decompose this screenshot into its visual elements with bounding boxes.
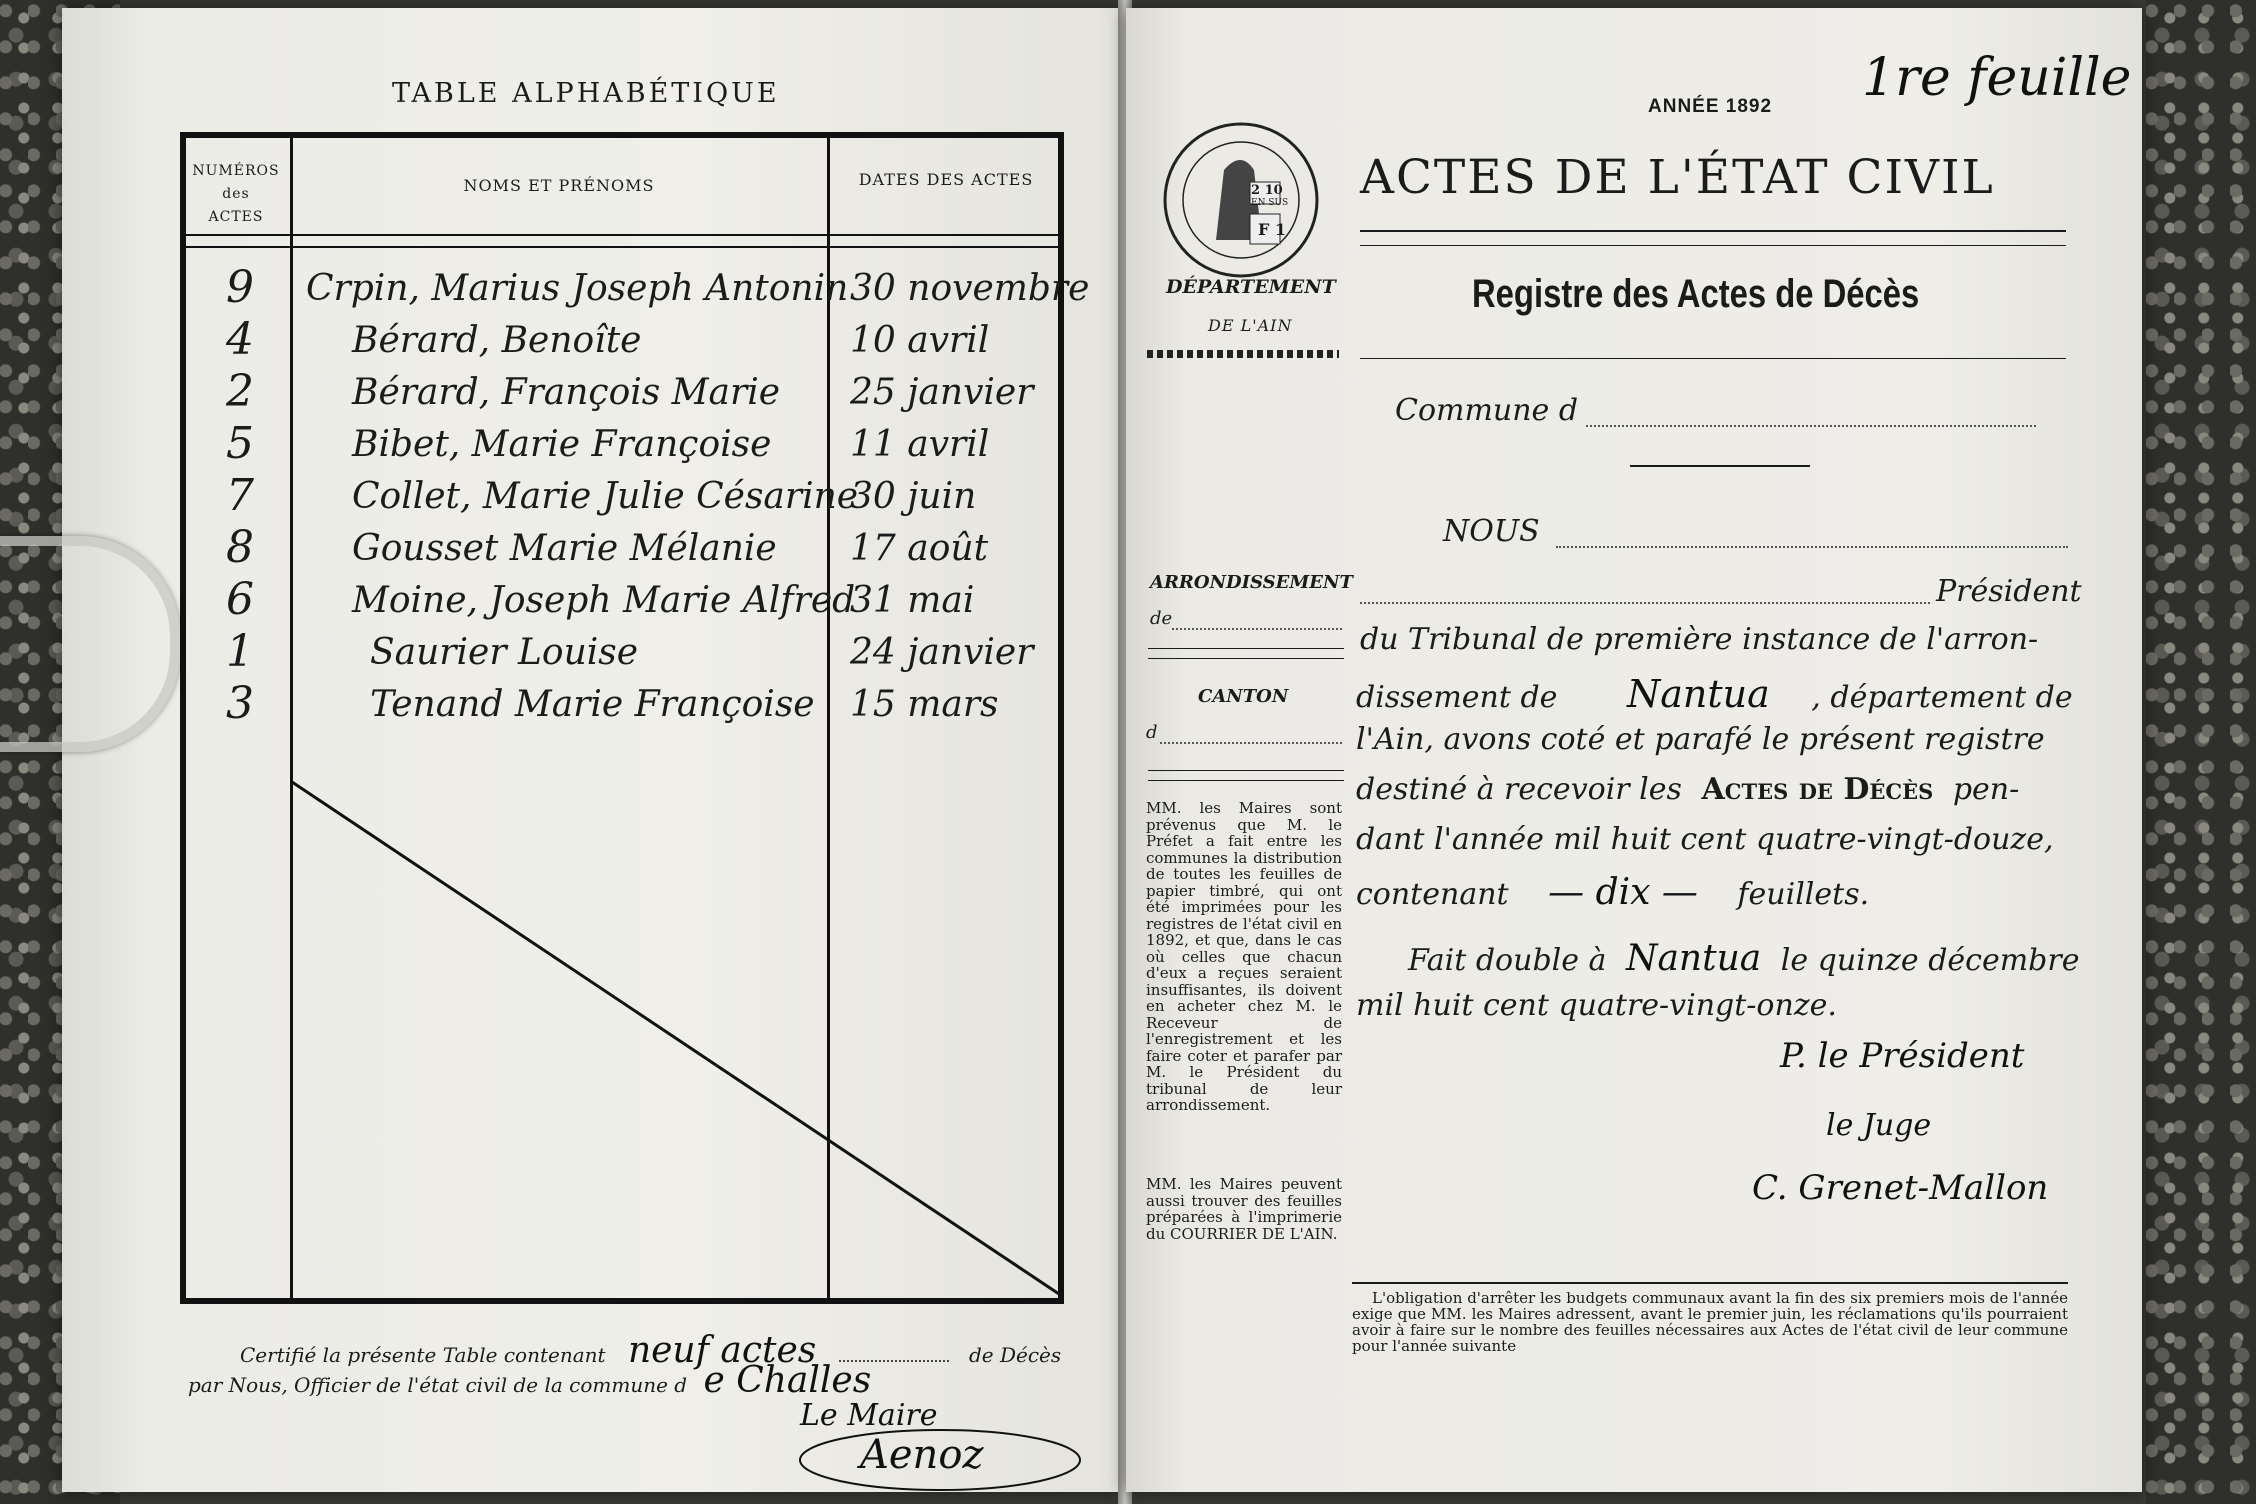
entry-date: 10 avril — [850, 320, 990, 361]
entry-name: Crpin, Marius Joseph Antonin — [306, 268, 849, 309]
place-handwritten: Nantua — [1625, 938, 1762, 979]
table-title: TABLE ALPHABÉTIQUE — [392, 78, 780, 109]
commune-label: Commune d — [1395, 393, 1579, 428]
text-line-8 — [1408, 938, 2079, 979]
text-line-5-a: destiné à recevoir les — [1356, 772, 1682, 807]
entry-date: 11 avril — [850, 424, 990, 465]
commune-name-handwritten: e Challes — [703, 1360, 872, 1401]
mayor-title-handwritten: Le Maire — [800, 1398, 938, 1433]
entry-date: 24 janvier — [850, 632, 1034, 673]
nous-field[interactable] — [1556, 546, 2068, 548]
canton-field[interactable] — [1160, 742, 1342, 744]
binder-clip — [0, 536, 180, 752]
col-header-numeros-line3: ACTES — [208, 209, 264, 225]
entry-date: 17 août — [850, 528, 989, 569]
arrondissement-de: de — [1150, 608, 1173, 629]
text-line-3-a: dissement de — [1356, 680, 1558, 715]
register-subheading: Registre des Actes de Décès — [1472, 272, 1920, 316]
text-line-6: dant l'année mil huit cent quatre-vingt-douze, — [1356, 822, 2054, 857]
canton-rule-1 — [1148, 770, 1344, 771]
entry-number: 4 — [226, 314, 254, 365]
cert-text-a: Certifié la présente Table contenant — [240, 1343, 606, 1367]
entry-number: 7 — [226, 470, 254, 521]
maires-notice-1: MM. les Maires sont prévenus que M. le Préfet a fait entre les communes la distribution de toutes les feuilles de papier timbré, qui ont été imprimées pour les registres de l'état civil en 1892, et que, dans le cas où celles que chacun d'eux a reçues seraient insuffisantes, ils doivent en acheter chez M. le Receveur de l'enregistrement et les faire coter et parafer par M. le Président du tribunal de leur arrondissement. — [1146, 799, 1342, 1114]
text-line-4: l'Ain, avons coté et parafé le présent registre — [1356, 722, 2045, 757]
entry-name: Collet, Marie Julie Césarine — [352, 476, 859, 517]
ornament-dash — [1630, 465, 1810, 467]
entry-date: 15 mars — [850, 684, 999, 725]
entry-name: Gousset Marie Mélanie — [352, 528, 777, 569]
department-label: DÉPARTEMENT — [1166, 276, 1336, 298]
entry-date: 25 janvier — [850, 372, 1034, 413]
year-label: ANNÉE 1892 — [1648, 96, 1773, 117]
certification-line-2 — [188, 1360, 871, 1401]
heading-rule-2 — [1360, 245, 2066, 246]
arrondissement-name-handwritten: Nantua — [1626, 672, 1770, 716]
signature-flourish — [790, 1420, 1090, 1500]
entry-number: 9 — [226, 262, 254, 313]
mayor-signature: Aenoz — [860, 1432, 984, 1478]
entry-name: Bibet, Marie Françoise — [352, 424, 772, 465]
text-line-9: mil huit cent quatre-vingt-onze. — [1356, 988, 1837, 1023]
seal-value: F 1 — [1258, 220, 1287, 239]
cert-count-handwritten: neuf actes — [627, 1330, 817, 1371]
signature-president: P. le Président — [1780, 1036, 2025, 1076]
footer-notice: L'obligation d'arrêter les budgets communaux avant la fin des six premiers mois de l'année exige que MM. les Maires adressent, avant le premier juin, les réclamations qu'ils pourraient avoir à faire sur le nombre des feuilles nécessaires aux Actes de l'état civil de leur commune pour l'année suivante — [1352, 1289, 2068, 1355]
arrondissement-field[interactable] — [1172, 628, 1342, 630]
entry-name: Moine, Joseph Marie Alfred — [352, 580, 856, 621]
signature-judge: le Juge — [1826, 1108, 1932, 1143]
col-header-dates: DATES DES ACTES — [858, 170, 1034, 189]
department-name: DE L'AIN — [1208, 316, 1293, 335]
canton-rule-2 — [1148, 780, 1344, 781]
president-field[interactable] — [1360, 602, 1930, 604]
president-word: Président — [1936, 574, 2082, 609]
seal-tax: 2 10 — [1251, 183, 1283, 198]
text-line-8-a: Fait double à — [1408, 943, 1607, 978]
text-line-3 — [1356, 672, 2073, 716]
text-line-5 — [1356, 772, 2019, 807]
footer-rule — [1352, 1282, 2068, 1284]
text-line-5-b: pen- — [1952, 772, 2020, 807]
cert-text-b: de Décès — [968, 1343, 1062, 1367]
text-line-3-b: , département de — [1811, 680, 2073, 715]
signature-clerk: C. Grenet-Mallon — [1752, 1168, 2049, 1208]
text-line-7 — [1356, 872, 1869, 913]
entry-name: Bérard, Benoîte — [352, 320, 642, 361]
main-heading: ACTES DE L'ÉTAT CIVIL — [1360, 150, 1995, 205]
maires-notice-2: MM. les Maires peuvent aussi trouver des feuilles préparées à l'imprimerie du COURRIER DE L'AIN. — [1146, 1175, 1342, 1243]
heading-rule-1 — [1360, 230, 2066, 232]
entry-number: 2 — [226, 366, 254, 417]
commune-field[interactable] — [1586, 425, 2036, 427]
actes-de-deces-caps: Actes de Décès — [1701, 772, 1934, 807]
entry-name: Bérard, François Marie — [352, 372, 781, 413]
entry-number: 3 — [226, 678, 254, 729]
arr-rule-2 — [1148, 658, 1344, 659]
entry-name: Saurier Louise — [370, 632, 639, 673]
cert-text-commune: par Nous, Officier de l'état civil de la commune d — [188, 1373, 688, 1397]
seal-en-sus: EN SUS — [1251, 198, 1289, 208]
corner-note-handwritten: 1re feuille — [1862, 48, 2132, 108]
entry-number: 1 — [226, 626, 254, 677]
fiscal-stamp-seal — [1146, 120, 1336, 290]
col-header-numeros-line2: des — [222, 186, 250, 202]
canton-label: CANTON — [1198, 686, 1289, 707]
entry-number: 8 — [226, 522, 254, 573]
text-line-7-b: feuillets. — [1737, 877, 1870, 912]
entry-number: 6 — [226, 574, 254, 625]
arr-rule-1 — [1148, 648, 1344, 649]
entry-number: 5 — [226, 418, 254, 469]
ornament-rule — [1147, 350, 1339, 358]
col-header-noms: NOMS ET PRÉNOMS — [463, 176, 655, 195]
entry-name: Tenand Marie Françoise — [370, 684, 815, 725]
entry-date: 30 novembre — [850, 268, 1090, 309]
text-line-8-b: le quinze décembre — [1780, 943, 2080, 978]
col-header-numeros-line1: NUMÉROS — [192, 163, 280, 179]
subheading-rule — [1360, 358, 2066, 359]
text-line-7-a: contenant — [1356, 877, 1509, 912]
entry-date: 30 juin — [850, 476, 977, 517]
nous-label: NOUS — [1443, 514, 1540, 549]
entry-date: 31 mai — [850, 580, 975, 621]
canton-d: d — [1146, 722, 1158, 743]
arrondissement-label: ARRONDISSEMENT — [1150, 572, 1353, 593]
text-line-2: du Tribunal de première instance de l'arron- — [1360, 622, 2039, 657]
feuillets-count-handwritten: — dix — — [1548, 872, 1698, 913]
